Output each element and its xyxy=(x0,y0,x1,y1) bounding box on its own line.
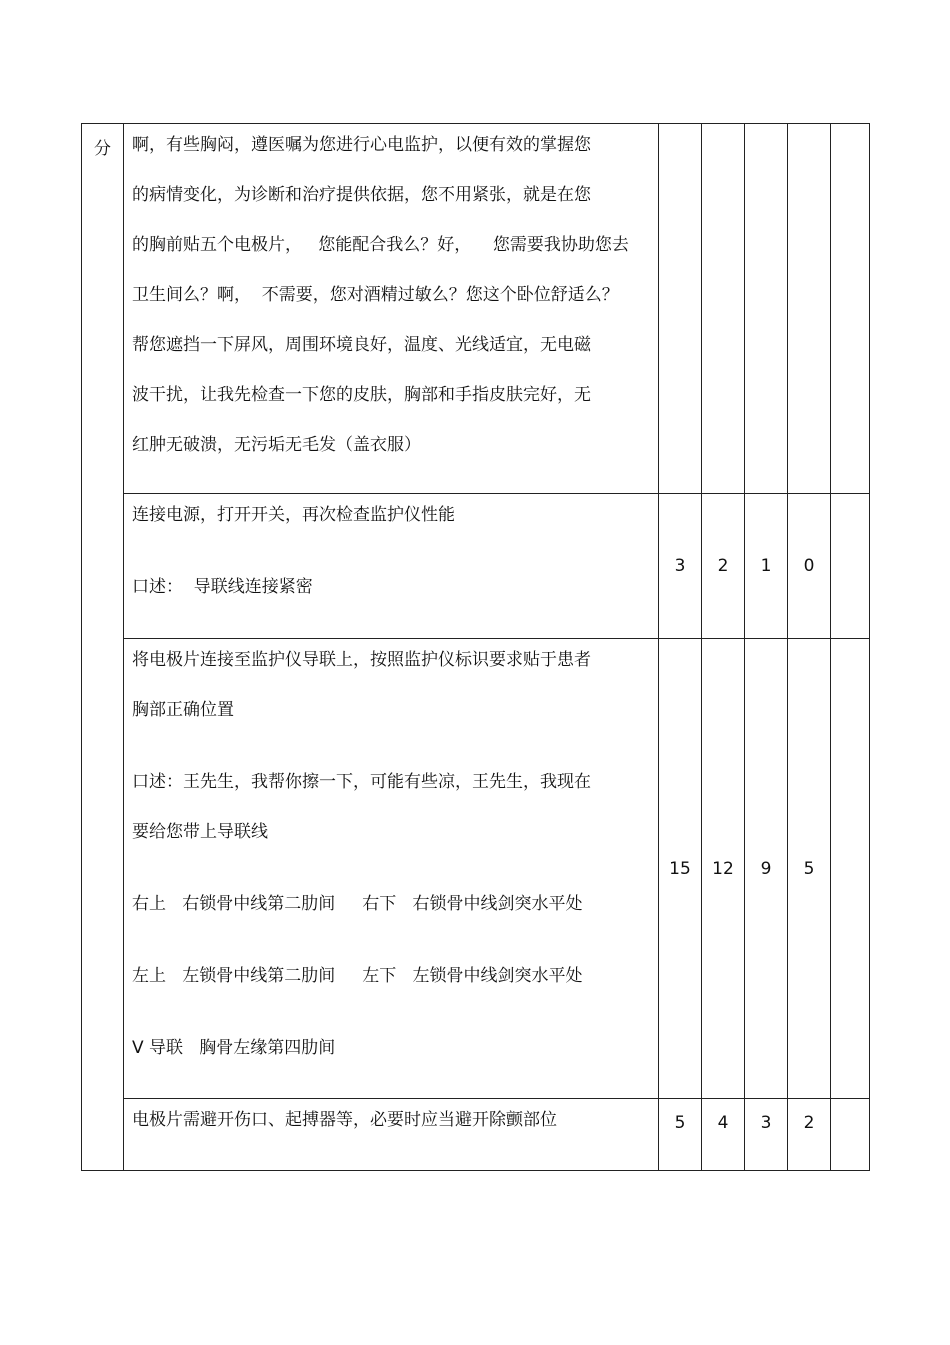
score-cell: 3 xyxy=(659,494,702,639)
description-line: V 导联 胸骨左缘第四肋间 xyxy=(132,1038,336,1058)
score-cell: 2 xyxy=(788,1099,831,1171)
scoring-table xyxy=(81,123,870,1171)
score-cell: 5 xyxy=(788,639,831,1099)
description-line: 要给您带上导联线 xyxy=(132,822,268,842)
step-description xyxy=(124,124,659,494)
description-line: 将电极片连接至监护仪导联上，按照监护仪标识要求贴于患者 xyxy=(132,650,591,670)
score-cell xyxy=(831,494,870,639)
score-cell xyxy=(831,639,870,1099)
score-cell: 3 xyxy=(745,1099,788,1171)
description-line: 电极片需避开伤口、起搏器等，必要时应当避开除颤部位 xyxy=(132,1110,557,1130)
description-line: 的胸前贴五个电极片， 您能配合我么？好， 您需要我协助您去 xyxy=(132,235,629,255)
description-line: 波干扰，让我先检查一下您的皮肤，胸部和手指皮肤完好，无 xyxy=(132,385,591,405)
description-line: 左上 左锁骨中线第二肋间 左下 左锁骨中线剑突水平处 xyxy=(132,966,583,986)
description-line: 帮您遮挡一下屏风，周围环境良好，温度、光线适宜，无电磁 xyxy=(132,335,591,355)
score-cell: 9 xyxy=(745,639,788,1099)
side-label: 分 xyxy=(94,139,111,159)
score-cell: 4 xyxy=(702,1099,745,1171)
description-line: 右上 右锁骨中线第二肋间 右下 右锁骨中线剑突水平处 xyxy=(132,894,583,914)
description-line: 红肿无破溃，无污垢无毛发（盖衣服） xyxy=(132,435,421,455)
description-line: 口述： 导联线连接紧密 xyxy=(132,577,313,597)
score-cell xyxy=(702,124,745,494)
score-cell: 15 xyxy=(659,639,702,1099)
score-cell: 0 xyxy=(788,494,831,639)
description-line: 连接电源，打开开关，再次检查监护仪性能 xyxy=(132,505,455,525)
score-cell xyxy=(788,124,831,494)
step-description xyxy=(124,639,659,1099)
step-description xyxy=(124,494,659,639)
description-line: 胸部正确位置 xyxy=(132,700,234,720)
description-line: 啊，有些胸闷，遵医嘱为您进行心电监护，以便有效的掌握您 xyxy=(132,135,591,155)
step-description xyxy=(124,1099,659,1171)
description-line: 口述：王先生，我帮你擦一下，可能有些凉，王先生，我现在 xyxy=(132,772,591,792)
score-cell: 1 xyxy=(745,494,788,639)
score-column-label xyxy=(82,124,124,1171)
description-line: 的病情变化，为诊断和治疗提供依据，您不用紧张，就是在您 xyxy=(132,185,591,205)
table-row xyxy=(82,639,870,1099)
score-cell: 5 xyxy=(659,1099,702,1171)
table-row xyxy=(82,1099,870,1171)
score-cell xyxy=(659,124,702,494)
score-cell: 2 xyxy=(702,494,745,639)
score-cell xyxy=(831,1099,870,1171)
description-line: 卫生间么？啊， 不需要，您对酒精过敏么？您这个卧位舒适么？ xyxy=(132,285,619,305)
score-cell xyxy=(745,124,788,494)
score-cell: 12 xyxy=(702,639,745,1099)
table-row xyxy=(82,494,870,639)
score-cell xyxy=(831,124,870,494)
table-row xyxy=(82,124,870,494)
